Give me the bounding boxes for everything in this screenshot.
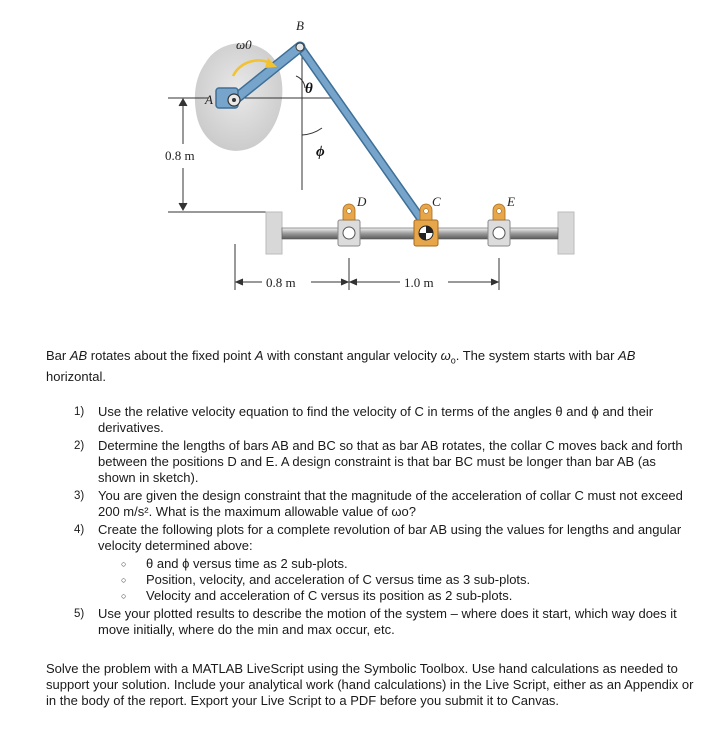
task-item [46, 404, 696, 436]
label-B: B [296, 18, 304, 33]
phi-label: ϕ [316, 144, 325, 160]
task-list [46, 404, 696, 640]
left-wall [266, 212, 282, 254]
collar-E [488, 204, 510, 246]
sub-bullet-text: Position, velocity, and acceleration of C versus time as 3 sub-plots. [146, 572, 531, 587]
task-item [46, 438, 696, 486]
bullet-icon: ○ [121, 559, 127, 569]
label-A: A [205, 92, 213, 107]
sub-bullet-text: θ and ϕ versus time as 2 sub-plots. [146, 556, 348, 571]
task-number: 2) [74, 440, 85, 452]
sub-bullet [46, 572, 696, 588]
label-D: D [357, 194, 367, 209]
task-text: Use the relative velocity equation to find the velocity of C in terms of the angles θ and ϕ and their derivatives. [98, 404, 654, 435]
task-text: Use your plotted results to describe the motion of the system – where does it start, which way does it move initially, where do the min and max occur, etc. [98, 606, 677, 637]
dim-DC-label: 0.8 m [266, 275, 296, 290]
pin-A [216, 88, 240, 108]
label-E: E [507, 194, 515, 209]
closing-instructions: Solve the problem with a MATLAB LiveScript using the Symbolic Toolbox. Use hand calculations as needed to support your solution. Include your analytical work (hand calculations) in the Live Script, either as an Appendix or in the body of the report. Export your Live Script to a PDF before you submit it to Canvas. [46, 661, 694, 708]
theta-label: θ [305, 81, 313, 97]
height-dim-label: 0.8 m [165, 148, 195, 163]
mechanism-figure [0, 0, 703, 300]
task-item [46, 522, 696, 554]
label-C: C [432, 194, 441, 209]
sub-bullet-text: Velocity and acceleration of C versus its position as 2 sub-plots. [146, 588, 513, 603]
problem-intro: Bar AB rotates about the fixed point A with constant angular velocity $\omega_o$. The system starts with bar AB horizontal. [46, 348, 636, 384]
collar-D [338, 204, 360, 246]
bullet-icon: ○ [121, 575, 127, 585]
sub-bullet [46, 556, 696, 572]
task-item [46, 606, 696, 638]
task-number: 4) [74, 524, 85, 536]
task-number: 1) [74, 406, 85, 418]
task-text: Determine the lengths of bars AB and BC so that as bar AB rotates, the collar C moves back and forth between the positions D and E. A design constraint is that bar BC must be longer than bar AB (as shown in sketch). [98, 438, 683, 485]
task-text: Create the following plots for a complete revolution of bar AB using the values for lengths and angular velocity determined above: [98, 522, 682, 553]
task-text: You are given the design constraint that the magnitude of the acceleration of collar C must not exceed 200 m/s². What is the maximum allowable value of ωo? [98, 488, 683, 519]
task-number: 5) [74, 608, 85, 620]
sub-bullet [46, 588, 696, 604]
label-omega0: ω0 [236, 37, 252, 52]
phi-arc [302, 128, 322, 135]
dim-CE-label: 1.0 m [404, 275, 434, 290]
right-wall [558, 212, 574, 254]
task-item [46, 488, 696, 520]
task-number: 3) [74, 490, 85, 502]
bullet-icon: ○ [121, 591, 127, 601]
pin-B [296, 43, 304, 51]
theta-arc [296, 76, 305, 88]
